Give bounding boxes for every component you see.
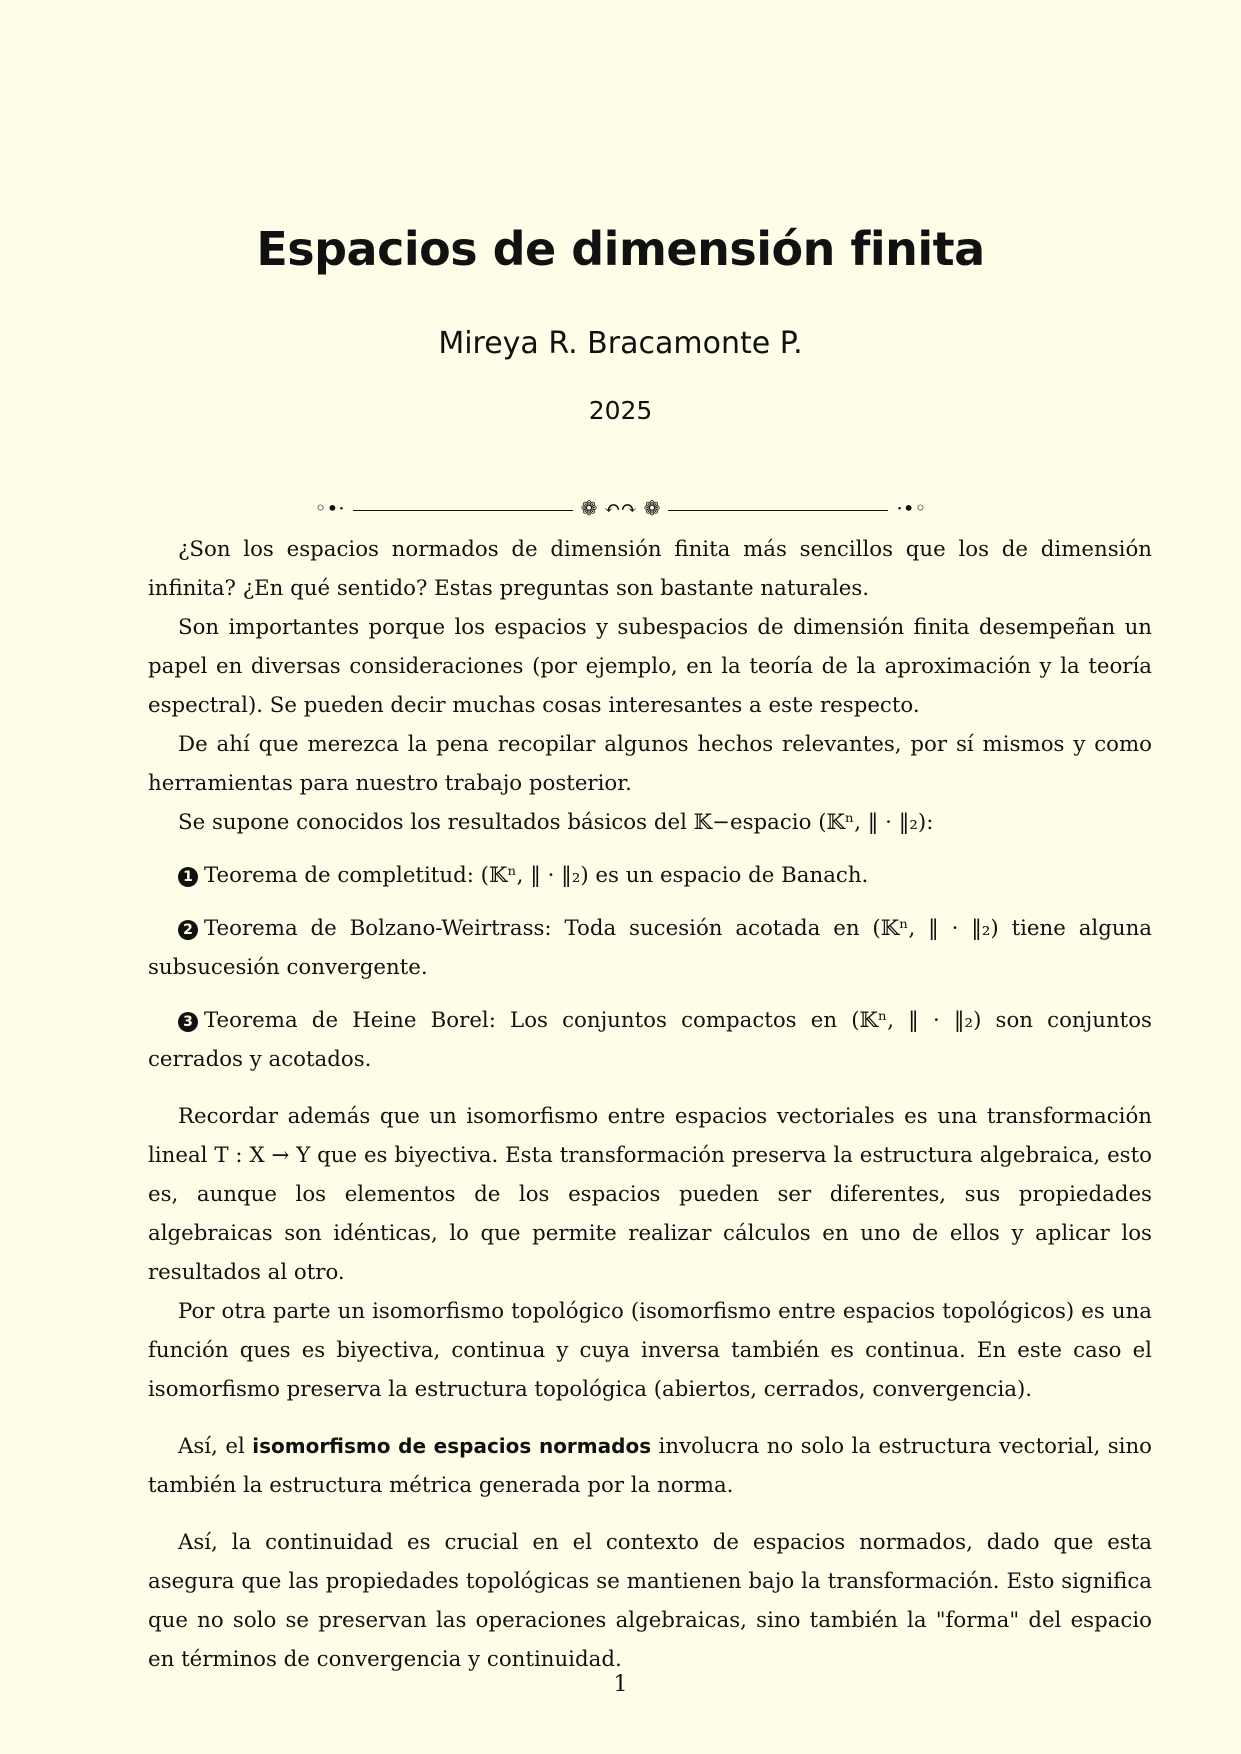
document-body [148,530,1152,1679]
theorem-item [148,1001,1152,1079]
paragraph-text: Así, el [178,1434,253,1459]
paragraph-assumptions: Se supone conocidos los resultados básicos del 𝕂−espacio (𝕂ⁿ, ‖ · ‖₂): [178,810,934,835]
author-name: Mireya R. Bracamonte P. [438,326,803,361]
ornament-rule-right [668,496,888,511]
theorem-text: Teorema de Bolzano-Weirtrass: Toda sucesión acotada en (𝕂ⁿ, ‖ · ‖₂) tiene alguna subsucesión convergente. [148,916,1152,980]
paragraph-vector-isomorphism: Recordar además que un isomorfismo entre espacios vectoriales es una transformación lineal T : X → Y que es biyectiva. Esta transformación preserva la estructura algebraica, esto es, aunque los elementos de los espacios pueden ser diferentes, sus propiedades algebraicas son idénticas, lo que permite realizar cálculos en uno de ellos y aplicar los resultados al otro. [148,1104,1152,1285]
paragraph-text: involucra no solo la estructura vectorial, sino también la estructura métrica generada por la norma. [148,1434,1152,1498]
ornament-center: ❁ ↶↷ ❁ [580,496,661,520]
document-title: Espacios de dimensión finita [256,222,985,276]
paragraph-intro: ¿Son los espacios normados de dimensión finita más sencillos que los de dimensión infinita? ¿En qué sentido? Estas preguntas son bastante naturales. [148,537,1152,601]
bold-term: isomorfismo de espacios normados [252,1434,652,1458]
page-number: 1 [613,1672,628,1697]
paragraph-topological-isomorphism: Por otra parte un isomorfismo topológico (isomorfismo entre espacios topológicos) es una función ques es biyectiva, continua y cuya inversa también es continua. En este caso el isomorfismo preserva la estructura topológica (abiertos, cerrados, convergencia). [148,1299,1152,1402]
theorem-item [148,909,1152,987]
paragraph-continuity: Así, la continuidad es crucial en el contexto de espacios normados, dado que esta asegura que las propiedades topológicas se mantienen bajo la transformación. Esto significa que no solo se preservan las operaciones algebraicas, sino también la "forma" del espacio en términos de convergencia y continuidad. [148,1530,1152,1672]
theorem-text: Teorema de completitud: (𝕂ⁿ, ‖ · ‖₂) es un espacio de Banach. [204,863,869,888]
theorem-number-badge: 1 [178,867,198,887]
ornament-left: ◦•· [314,496,345,520]
theorem-text: Teorema de Heine Borel: Los conjuntos compactos en (𝕂ⁿ, ‖ · ‖₂) son conjuntos cerrados y acotados. [148,1008,1152,1072]
paragraph-importance: Son importantes porque los espacios y subespacios de dimensión finita desempeñan un papel en diversas consideraciones (por ejemplo, en la teoría de la aproximación y la teoría espectral). Se pueden decir muchas cosas interesantes a este respecto. [148,615,1152,718]
ornament-divider [0,496,1241,520]
paragraph-normed-isomorphism [148,1427,1152,1505]
ornament-right: ·•◦ [896,496,927,520]
ornament-rule-left [353,496,573,511]
theorem-item [148,856,1152,895]
paragraph-motivation: De ahí que merezca la pena recopilar algunos hechos relevantes, por sí mismos y como herramientas para nuestro trabajo posterior. [148,732,1152,796]
theorem-number-badge: 2 [178,920,198,940]
publication-year: 2025 [588,396,653,425]
theorem-number-badge: 3 [178,1012,198,1032]
